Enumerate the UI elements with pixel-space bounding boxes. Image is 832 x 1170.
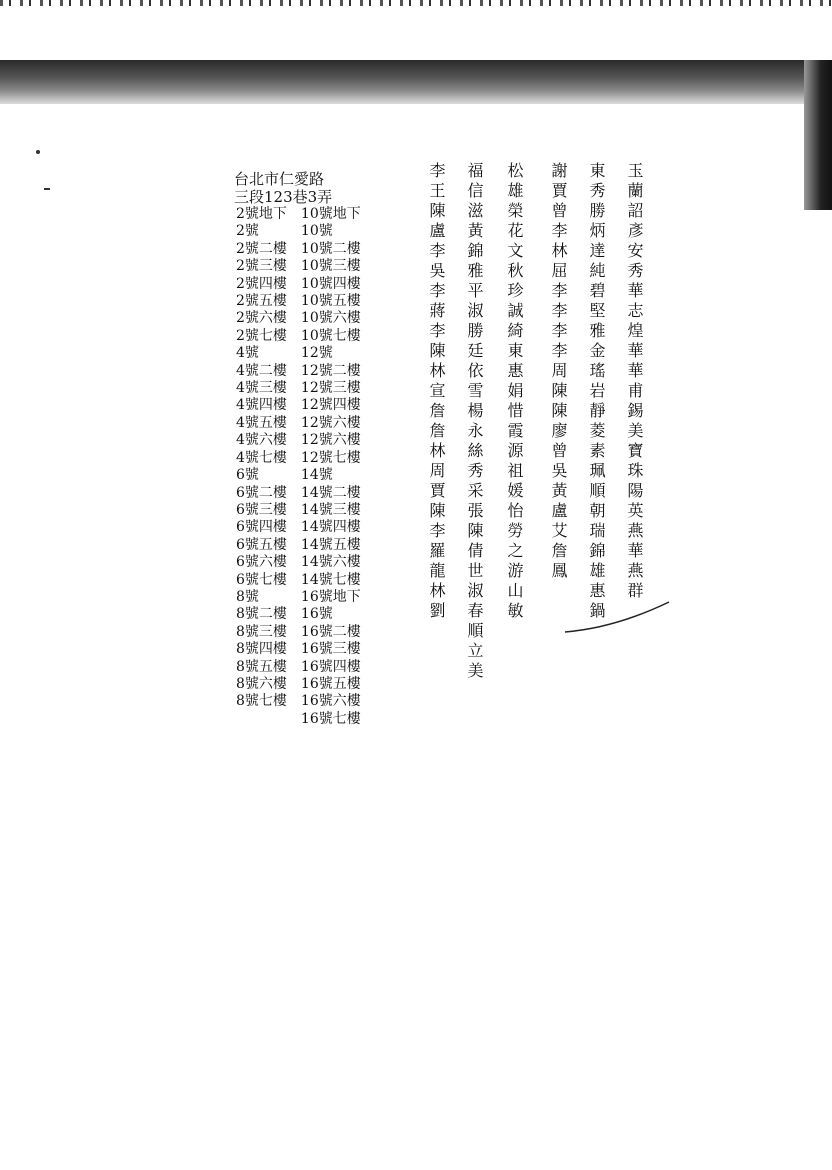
address-entry: 4號四樓 xyxy=(236,397,287,414)
address-entry: 12號六樓 xyxy=(300,414,361,431)
names-column-5: 福信滋黃錦雅平淑勝廷依雪楊永絲秀采張陳倩世淑春順立美 xyxy=(465,162,484,682)
names-column-3: 謝賈曾李林屈李李李李周陳陳廖曾吳黃盧艾詹鳳 xyxy=(549,162,568,582)
address-entry: 12號 xyxy=(300,345,333,362)
scan-speck xyxy=(36,150,40,154)
address-entry: 2號 xyxy=(236,223,259,240)
address-entry: 8號三樓 xyxy=(236,623,287,640)
names-column-2: 東秀勝炳達純碧堅雅金瑤岩靜菱素珮順朝瑞錦雄惠鍋 xyxy=(587,162,606,622)
scan-speck xyxy=(44,188,50,190)
address-entry: 8號七樓 xyxy=(236,693,287,710)
address-entry: 6號三樓 xyxy=(236,501,287,518)
address-entry: 10號七樓 xyxy=(300,327,361,344)
address-entry: 10號二樓 xyxy=(300,240,361,257)
address-entry: 10號 xyxy=(300,223,333,240)
address-entry: 14號五樓 xyxy=(300,536,361,553)
names-column-4: 松雄榮花文秋珍誠綺東惠娟惜霞源祖媛怡勞之游山敏 xyxy=(505,162,524,622)
names-column-6: 李王陳盧李吳李蔣李陳林宣詹詹林周賈陳李羅龍林劉 xyxy=(427,162,446,622)
address-entry: 4號五樓 xyxy=(236,414,287,431)
address-entry: 14號四樓 xyxy=(300,519,361,536)
address-entry: 2號三樓 xyxy=(236,258,287,275)
address-entry: 12號六樓 xyxy=(300,432,361,449)
address-entry: 14號 xyxy=(300,467,333,484)
address-entry: 4號二樓 xyxy=(236,362,287,379)
address-entry: 16號七樓 xyxy=(300,710,361,727)
address-entry: 16號二樓 xyxy=(300,623,361,640)
address-entry: 10號三樓 xyxy=(300,258,361,275)
hand-drawn-rule xyxy=(565,598,670,634)
address-entry: 8號二樓 xyxy=(236,606,287,623)
address-entry: 14號三樓 xyxy=(300,501,361,518)
address-entry: 10號地下 xyxy=(300,206,361,222)
address-entry: 10號五樓 xyxy=(300,293,361,310)
scan-right-edge xyxy=(804,60,832,210)
names-column-1: 玉蘭詔彥安秀華志煌華華甫錫美寶珠陽英燕華燕群 xyxy=(625,162,644,602)
address-line-2: 三段123巷3弄 xyxy=(234,188,333,206)
address-entry: 4號 xyxy=(236,345,259,362)
address-entry: 6號七樓 xyxy=(236,571,287,588)
address-entry: 4號七樓 xyxy=(236,449,287,466)
address-entry: 12號二樓 xyxy=(300,362,361,379)
address-entry: 8號 xyxy=(236,588,259,605)
address-entry: 8號六樓 xyxy=(236,675,287,692)
address-column-1 xyxy=(236,206,287,728)
address-entry: 6號四樓 xyxy=(236,519,287,536)
scan-dark-border xyxy=(0,60,832,104)
address-entry: 14號六樓 xyxy=(300,554,361,571)
address-entry: 4號六樓 xyxy=(236,432,287,449)
address-entry: 2號地下 xyxy=(236,206,287,222)
address-entry: 8號五樓 xyxy=(236,658,287,675)
address-entry: 14號七樓 xyxy=(300,571,361,588)
address-entry: 4號三樓 xyxy=(236,380,287,397)
address-line-1: 台北市仁愛路 xyxy=(234,170,325,188)
address-entry: 6號 xyxy=(236,467,259,484)
address-entry: 2號六樓 xyxy=(236,310,287,327)
address-entry: 8號四樓 xyxy=(236,641,287,658)
address-entry: 16號五樓 xyxy=(300,675,361,692)
address-entry: 2號二樓 xyxy=(236,240,287,257)
address-entry: 12號七樓 xyxy=(300,449,361,466)
address-entry: 2號五樓 xyxy=(236,293,287,310)
address-column-2 xyxy=(301,206,361,728)
address-entry: 6號五樓 xyxy=(236,536,287,553)
address-entry: 10號四樓 xyxy=(300,275,361,292)
address-entry: 16號三樓 xyxy=(300,641,361,658)
address-entry: 16號四樓 xyxy=(300,658,361,675)
address-entry: 14號二樓 xyxy=(300,484,361,501)
address-entry: 2號七樓 xyxy=(236,327,287,344)
address-entry: 16號六樓 xyxy=(300,693,361,710)
address-entry: 16號地下 xyxy=(300,588,361,605)
address-entry: 10號六樓 xyxy=(300,310,361,327)
address-entry: 6號六樓 xyxy=(236,554,287,571)
resident-names-block xyxy=(420,162,670,682)
address-entry: 6號二樓 xyxy=(236,484,287,501)
street-address-heading xyxy=(234,170,332,206)
address-entry: 2號四樓 xyxy=(236,275,287,292)
address-entry: 16號 xyxy=(300,606,333,623)
address-list xyxy=(236,206,361,728)
address-entry: 12號四樓 xyxy=(300,397,361,414)
address-entry: 12號三樓 xyxy=(300,380,361,397)
scan-noise-top xyxy=(0,0,832,6)
